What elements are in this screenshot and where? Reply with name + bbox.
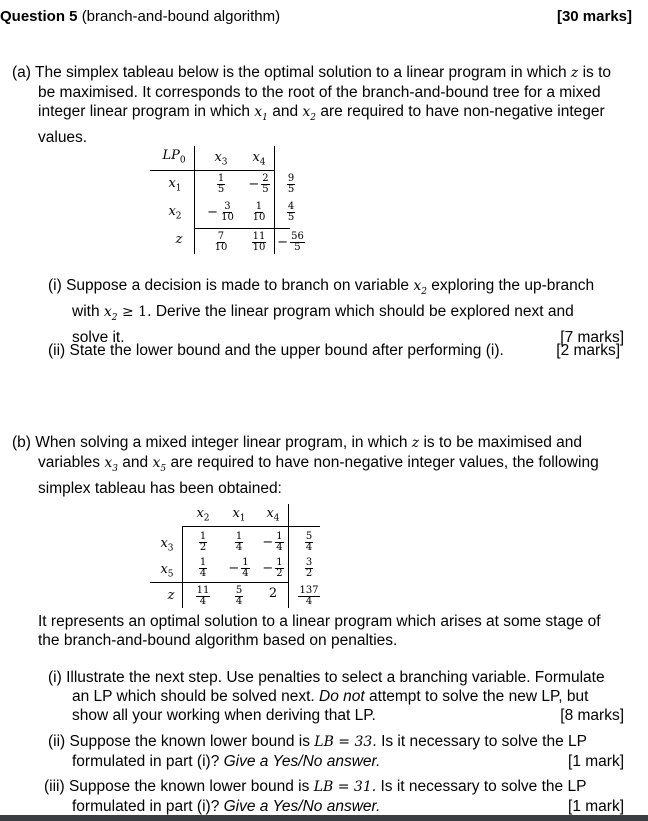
tableau-b-cell-r0-c0: $\frac{1}{2}$ <box>199 531 207 553</box>
tableau-a-col-x3: $x_3$ <box>214 150 228 168</box>
tableau-b-col-x4: $x_4$ <box>266 506 280 524</box>
tableau-a-cell-r0-c2: $\frac{9}{5}$ <box>287 173 295 195</box>
tableau-b-cell-r2-c1: $\frac{5}{4}$ <box>235 585 243 607</box>
question-number: Question 5 <box>0 8 78 25</box>
part-b-sub-ii: (ii) Suppose the known lower bound is LB = 33. Is it necessary to solve the LP formulated in part (i)? Give a Yes/No answer. [1 mark] <box>48 733 624 770</box>
part-b-ii-marks: [1 mark] <box>568 753 624 770</box>
tableau-b-col-x1: $x_1$ <box>232 506 246 524</box>
question-header <box>0 8 632 25</box>
tableau-b-cell-r1-c0: $\frac{1}{4}$ <box>199 557 207 579</box>
tableau-b <box>150 504 330 610</box>
tableau-a-cell-r2-c0: $\frac{7}{10}$ <box>214 231 228 253</box>
part-b-after: It represents an optimal solution to a linear program which arises at some stage of the branch-and-bound algorithm based on penalties. <box>38 613 601 649</box>
part-a-label: (a) <box>12 64 31 81</box>
question-marks: [30 marks] <box>556 8 632 25</box>
tableau-b-cell-r0-c1: $\frac{1}{4}$ <box>235 531 243 553</box>
tableau-b-cell-r1-c2: − $\frac{1}{2}$ <box>262 557 283 579</box>
part-a-ii-marks: [2 marks] <box>556 342 620 359</box>
tableau-a-row-z: z <box>175 232 183 247</box>
tableau-a-cell-r0-c1: − $\frac{2}{5}$ <box>248 173 269 195</box>
tableau-a-cell-r1-c1: $\frac{1}{10}$ <box>252 201 266 223</box>
part-b-intro: (b) When solving a mixed integer linear program, in which z is to be maximised and variables $x_3$ and $x_5$ are required to have non-negative integer values, the following simplex tableau has been obtained: <box>12 434 599 497</box>
part-a-i-marks: [7 marks] <box>560 328 624 346</box>
tableau-b-cell-r2-c0: $\frac{11}{4}$ <box>196 585 210 607</box>
tableau-b-row-z: z <box>167 588 175 603</box>
tableau-a-cell-r2-c1: $\frac{11}{10}$ <box>252 231 266 253</box>
tableau-b-cell-r1-c1: − $\frac{1}{4}$ <box>228 557 249 579</box>
part-b-i-marks: [8 marks] <box>560 707 624 724</box>
part-b-sub-i: (i) Illustrate the next step. Use penalties to select a branching variable. Formulate an LP which should be solved next. Do not attempt to solve the new LP, but show all your working when deriving that LP. [8 marks] <box>48 669 624 724</box>
tableau-b-cell-r1-c3: $\frac{3}{2}$ <box>305 557 313 579</box>
tableau-a-corner: $LP_0$ <box>162 148 186 166</box>
part-b-label: (b) <box>12 434 31 451</box>
bottom-bar <box>0 815 648 821</box>
question-title: (branch-and-bound algorithm) <box>81 8 281 25</box>
tableau-a-cell-r0-c0: $\frac{1}{5}$ <box>217 173 225 195</box>
part-a-sub-i: (i) Suppose a decision is made to branch on variable $x_2$ exploring the up-branch with $x_2 \ge 1$. Derive the linear program which should be explored next and solve it. [7 marks] <box>48 277 624 346</box>
tableau-b-row-x5: $x_5$ <box>160 562 174 580</box>
tableau-a <box>150 146 304 256</box>
tableau-b-cell-r2-c3: $\frac{137}{4}$ <box>299 585 319 607</box>
part-b-iii-marks: [1 mark] <box>568 798 624 815</box>
tableau-a-row-x2: $x_2$ <box>168 204 182 222</box>
tableau-b-cell-r0-c2: − $\frac{1}{4}$ <box>262 531 283 553</box>
part-a-sub-ii: (ii) State the lower bound and the upper bound after performing (i). [2 marks] <box>48 342 620 359</box>
tableau-b-col-x2: $x_2$ <box>196 506 210 524</box>
tableau-a-cell-r1-c2: $\frac{4}{5}$ <box>287 201 295 223</box>
tableau-a-cell-r2-c2: − $\frac{56}{5}$ <box>277 231 304 253</box>
part-a-intro: (a) The simplex tableau below is the optimal solution to a linear program in which z is to be maximised. It corresponds to the root of the branch-and-bound tree for a mixed integer linear program in which $x_1$ and $x_2$ are required to have non-negative integer values. <box>12 64 612 146</box>
part-b-sub-iii: (iii) Suppose the known lower bound is LB = 31. Is it necessary to solve the LP formulated in part (i)? Give a Yes/No answer. [1 mark] <box>44 778 624 815</box>
tableau-a-col-x4: $x_4$ <box>252 150 266 168</box>
tableau-b-cell-r0-c3: $\frac{5}{4}$ <box>305 531 313 553</box>
tableau-a-row-x1: $x_1$ <box>168 176 182 194</box>
tableau-b-row-x3: $x_3$ <box>160 536 174 554</box>
tableau-a-cell-r1-c0: − $\frac{3}{10}$ <box>207 201 234 223</box>
tableau-b-cell-r2-c2: 2 <box>268 586 278 601</box>
